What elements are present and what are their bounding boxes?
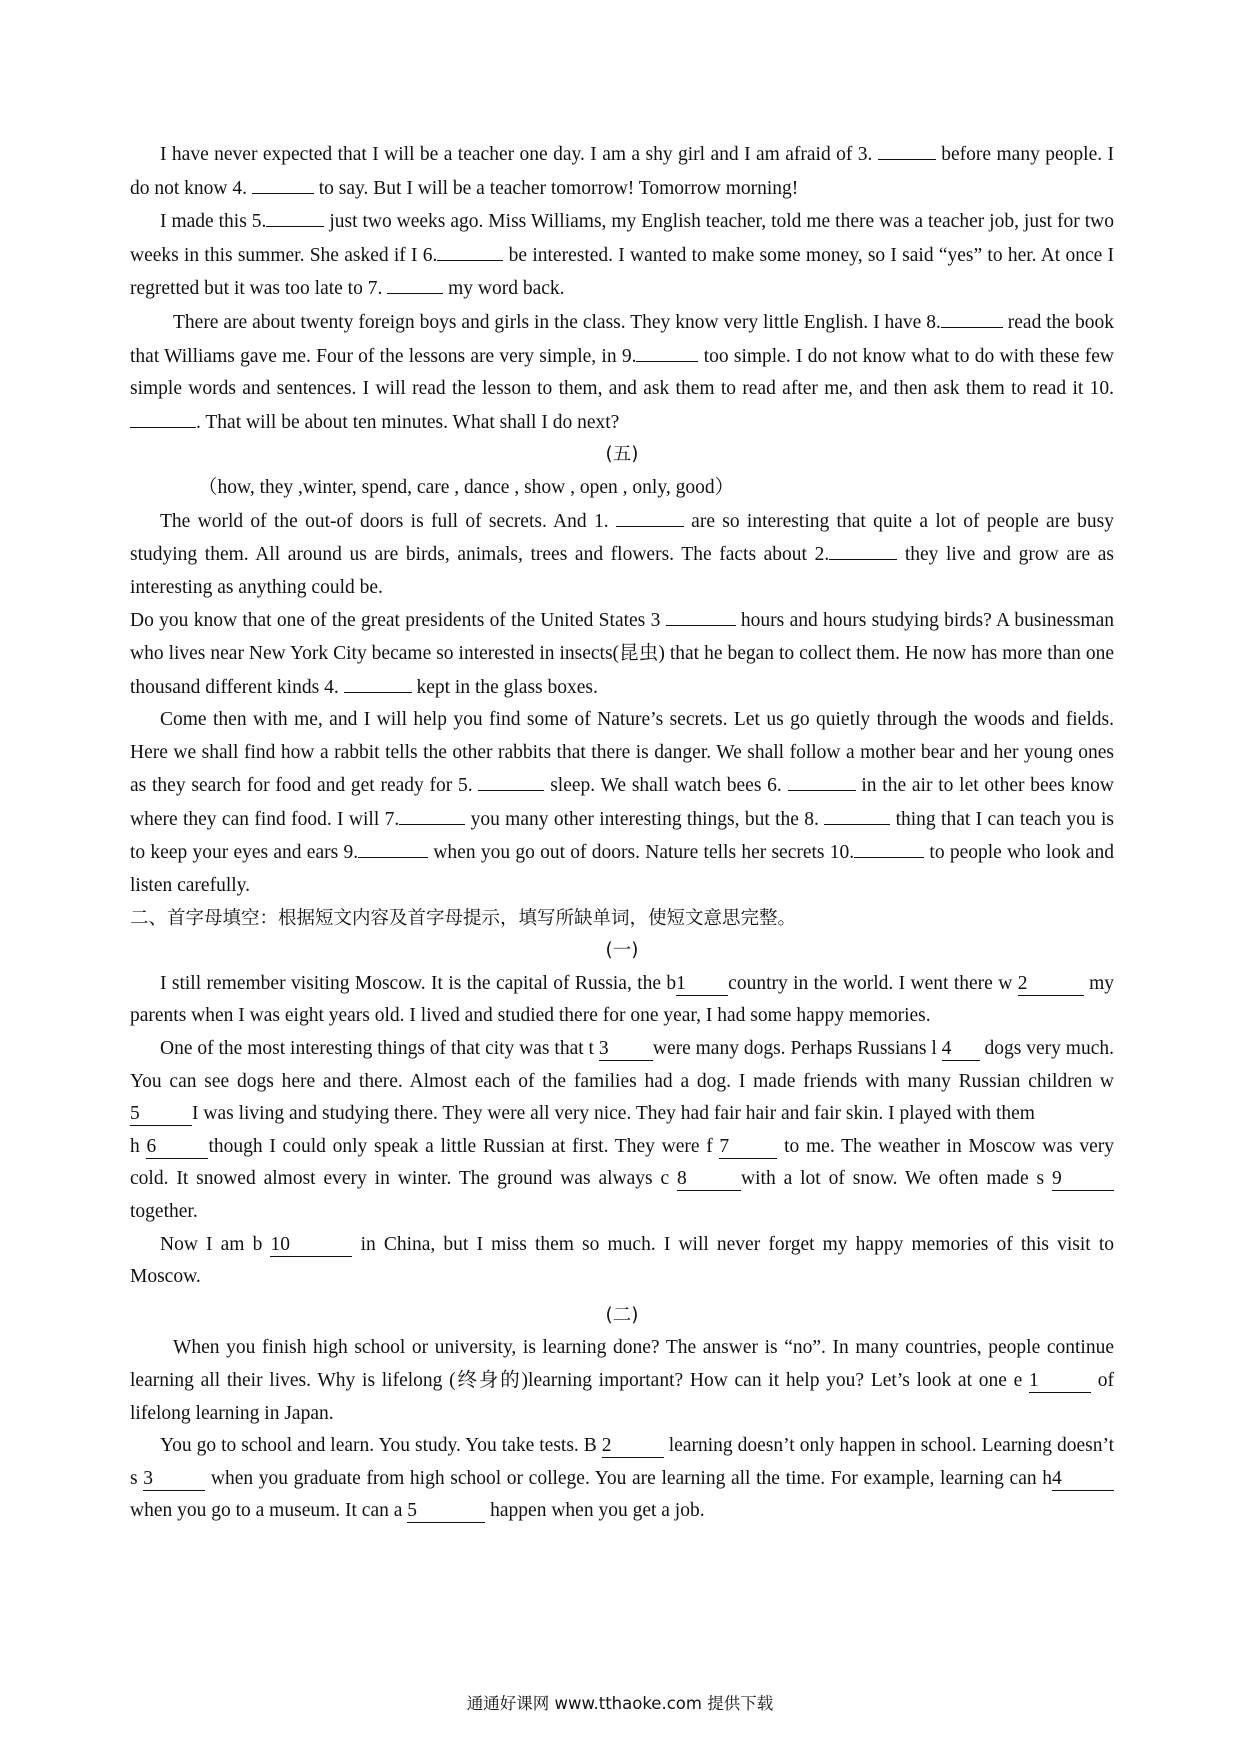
text: I still remember visiting Moscow. It is the capital of Russia, the b	[160, 972, 677, 994]
text: sleep. We shall watch bees 6.	[544, 775, 788, 797]
text: to me. The weather in Moscow was very cold. It snowed almost every in winter. The ground was always c	[130, 1135, 1114, 1190]
text: I have never expected that I will be a teacher one day. I am a shy girl and I am afraid of 3.	[160, 144, 878, 165]
blank-10[interactable]: 10	[270, 1234, 352, 1257]
blank-4[interactable]	[344, 671, 412, 693]
blank-6[interactable]	[437, 239, 503, 261]
passage5-heading: (五)	[605, 444, 639, 466]
text: Now I am b	[160, 1233, 271, 1255]
passage4-paragraph-1	[130, 138, 1114, 205]
text: you many other interesting things, but the 8.	[465, 808, 825, 830]
text: in China, but I miss them so much. I will never forget my happy memories of this visit to Moscow.	[130, 1233, 1114, 1288]
text: read the book that Williams gave me. Four of the lessons are very simple, in 9.	[130, 311, 1114, 367]
blank-5[interactable]	[266, 205, 324, 227]
text: when you go out of doors. Nature tells her secrets 10.	[428, 842, 855, 864]
passage5-paragraph-3	[130, 704, 1114, 903]
blank-2[interactable]	[829, 538, 897, 560]
passage5-paragraph-2	[130, 604, 1114, 704]
blank-1[interactable]	[616, 505, 684, 527]
page-footer: 通通好课网 www.tthaoke.com 提供下载	[466, 1694, 774, 1713]
passageA-heading: (一)	[605, 940, 639, 962]
blank-7[interactable]: 7	[719, 1136, 777, 1159]
passageA-paragraph-1	[130, 968, 1114, 1033]
text: with a lot of snow. We often made s	[741, 1168, 1052, 1190]
blank-3[interactable]	[878, 138, 936, 160]
passageB-heading: (二)	[605, 1304, 639, 1326]
text: There are about twenty foreign boys and girls in the class. They know very little English. I have 8.	[173, 311, 941, 333]
blank-3[interactable]: 3	[599, 1038, 653, 1061]
passage4-paragraph-3	[130, 306, 1114, 439]
passageB-paragraph-1	[130, 1332, 1114, 1430]
text: together.	[130, 1201, 198, 1222]
blank-1[interactable]: 1	[676, 973, 728, 996]
blank-6[interactable]: 6	[146, 1136, 208, 1159]
text: dogs very much. You can see dogs here and there. Almost each of the families had a dog. I made friends with many Russian children w	[130, 1038, 1114, 1092]
blank-2[interactable]: 2	[1018, 973, 1084, 996]
text: Come then with me, and I will help you find some of Nature’s secrets. Let us go quietly through the woods and fields. Here we shall find how a rabbit tells the other rabbits that there is danger. We shall follow a mother bear and her young ones as they search for food and get ready for 5.	[130, 709, 1114, 797]
blank-9[interactable]	[636, 340, 698, 362]
blank-7[interactable]	[399, 803, 465, 825]
passage4-paragraph-2	[130, 205, 1114, 306]
passageA-paragraph-4	[130, 1229, 1114, 1294]
text: of lifelong learning in Japan.	[130, 1369, 1114, 1424]
text: hours and hours studying birds? A businessman who lives near New York City became so interested in insects(昆虫) that he began to collect them. He now has more than one thousand different kinds 4.	[130, 610, 1114, 698]
blank-8[interactable]: 8	[677, 1168, 741, 1191]
text: just two weeks ago. Miss Williams, my English teacher, told me there was a teacher job, just for two weeks in this summer. She asked if I 6.	[130, 211, 1114, 266]
blank-8[interactable]	[941, 306, 1003, 328]
text: to people who look and listen carefully.	[130, 842, 1114, 897]
text: before many people. I do not know 4.	[130, 144, 1115, 199]
text: to say. But I will be a teacher tomorrow! Tomorrow morning!	[313, 177, 799, 199]
blank-5[interactable]: 5	[407, 1500, 485, 1523]
passageB-paragraph-2	[130, 1430, 1114, 1528]
blank-2[interactable]: 2	[602, 1435, 664, 1458]
blank-1[interactable]: 1	[1029, 1370, 1091, 1393]
blank-3[interactable]: 3	[143, 1468, 205, 1491]
text: I was living and studying there. They were all very nice. They had fair hair and fair skin. I played with them	[192, 1103, 1035, 1125]
text: my parents when I was eight years old. I lived and studied there for one year, I had some happy memories.	[130, 972, 1114, 1027]
blank-4[interactable]: 4	[942, 1038, 980, 1061]
text: I made this 5.	[160, 211, 267, 233]
blank-10[interactable]	[130, 406, 196, 428]
text: thing that I can teach you is to keep your eyes and ears 9.	[130, 808, 1114, 864]
text: my word back.	[443, 278, 565, 300]
text: learning doesn’t only happen in school. Learning doesn’t s	[130, 1435, 1114, 1489]
text: they live and grow are as interesting as anything could be.	[130, 544, 1114, 598]
text: in the air to let other bees know where they can find food. I will 7.	[130, 775, 1114, 830]
text: were many dogs. Perhaps Russians l	[652, 1038, 942, 1060]
text: are so interesting that quite a lot of people are busy studying them. All around us are birds, animals, trees and flowers. The facts about 2.	[130, 510, 1114, 566]
text: When you finish high school or university, is learning done? The answer is “no”. In many countries, people continue learning all their lives. Why is lifelong (终身的)learning important? How can it help you? Let’s look at one e	[130, 1337, 1114, 1391]
text: You go to school and learn. You study. You take tests. B	[160, 1435, 602, 1457]
text: too simple. I do not know what to do with these few simple words and sentences. I will read the lesson to them, and ask them to read after me, and then ask them to read it 10.	[130, 345, 1115, 400]
blank-8[interactable]	[824, 803, 890, 825]
blank-5[interactable]	[478, 769, 544, 791]
text: One of the most interesting things of that city was that t	[160, 1038, 599, 1060]
text: be interested. I wanted to make some money, so I said “yes” to her. At once I regretted but it was too late to 7.	[130, 244, 1115, 300]
blank-10[interactable]	[854, 836, 924, 858]
blank-3[interactable]	[666, 604, 736, 626]
blank-6[interactable]	[788, 769, 856, 791]
text: kept in the glass boxes.	[411, 676, 598, 698]
blank-9[interactable]: 9	[1052, 1168, 1114, 1191]
passageA-paragraph-3	[130, 1131, 1114, 1229]
passageA-paragraph-2	[130, 1033, 1114, 1131]
document-body	[130, 138, 1114, 1528]
blank-9[interactable]	[358, 836, 428, 858]
text: Do you know that one of the great presidents of the United States 3	[130, 610, 666, 632]
passage5-paragraph-1	[130, 505, 1114, 605]
text: when you graduate from high school or college. You are learning all the time. For example, learning can h	[205, 1467, 1052, 1489]
blank-7[interactable]	[387, 272, 443, 294]
text: The world of the out-of doors is full of secrets. And 1.	[160, 510, 616, 532]
text: . That will be about ten minutes. What shall I do next?	[196, 411, 620, 433]
text: happen when you get a job.	[485, 1500, 705, 1522]
text: country in the world. I went there w	[728, 972, 1018, 994]
text: though I could only speak a little Russian at first. They were f	[208, 1135, 720, 1157]
blank-4[interactable]	[252, 172, 314, 194]
blank-4[interactable]: 4	[1052, 1468, 1114, 1491]
blank-5[interactable]: 5	[130, 1103, 192, 1126]
section-2-title: 二、首字母填空：根据短文内容及首字母提示，填写所缺单词，使短文意思完整。	[130, 907, 797, 929]
word-bank: （how, they ,winter, spend, care , dance , show , open , only, good）	[198, 476, 735, 498]
text: h	[130, 1135, 147, 1157]
text: when you go to a museum. It can a	[130, 1500, 408, 1522]
